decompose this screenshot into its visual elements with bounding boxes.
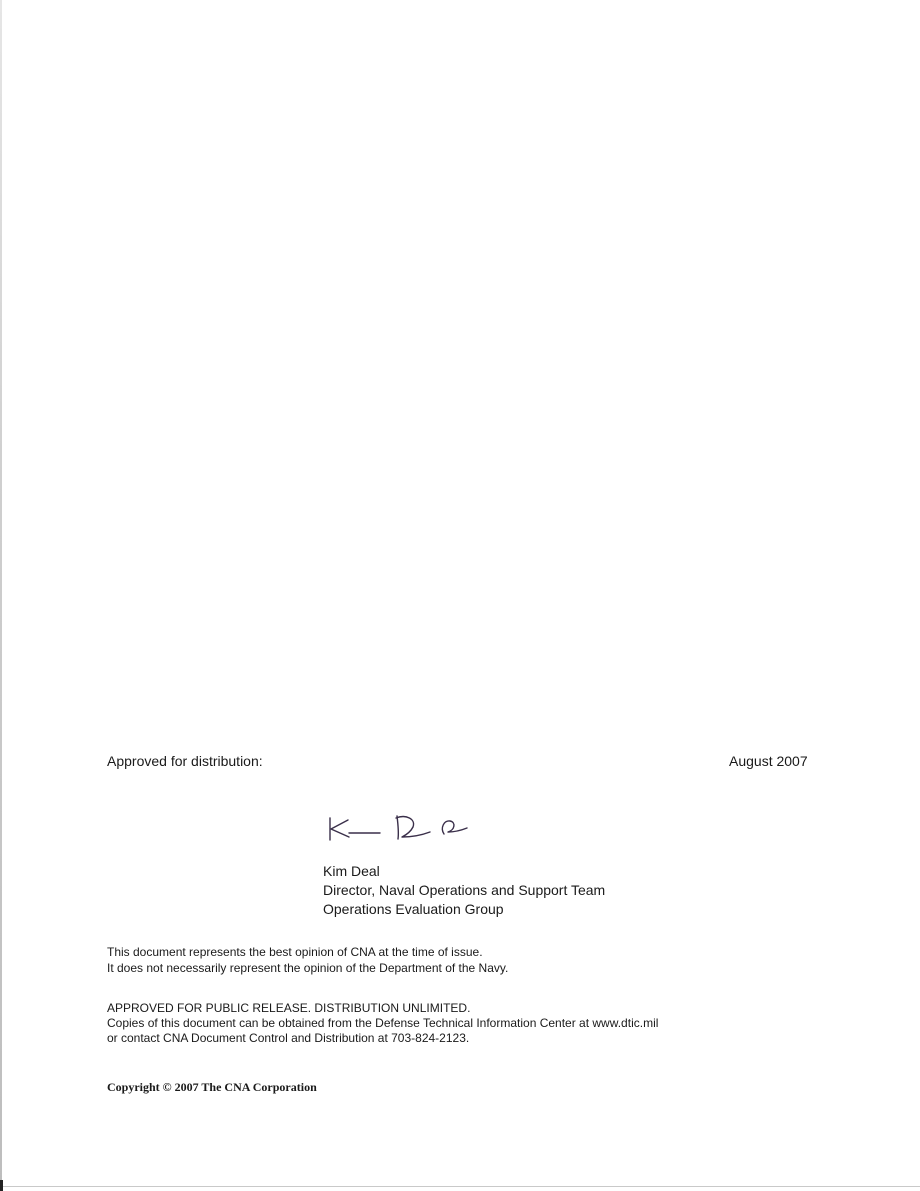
approval-date: August 2007 [729, 753, 808, 769]
scan-bottom-edge [0, 1186, 920, 1187]
approval-label: Approved for distribution: [107, 753, 263, 769]
signer-name: Kim Deal [323, 863, 380, 879]
signature-image [322, 806, 472, 846]
disclaimer-line-2: It does not necessarily represent the opinion of the Department of the Navy. [107, 961, 509, 975]
scan-left-edge [0, 0, 2, 1191]
disclaimer-block [107, 944, 508, 976]
disclaimer-line-1: This document represents the best opinion of CNA at the time of issue. [107, 945, 483, 959]
release-line-1: APPROVED FOR PUBLIC RELEASE. DISTRIBUTION UNLIMITED. [107, 1001, 471, 1015]
signer-block [323, 862, 605, 919]
copyright-notice: Copyright © 2007 The CNA Corporation [107, 1080, 317, 1094]
signer-group: Operations Evaluation Group [323, 901, 504, 917]
scan-corner-mark [0, 1180, 3, 1191]
signature-stroke-loop [442, 821, 467, 834]
release-line-2: Copies of this document can be obtained from the Defense Technical Information Center at www.dtic.mil [107, 1016, 659, 1030]
signer-title: Director, Naval Operations and Support Team [323, 882, 606, 898]
signature-stroke-d [396, 816, 430, 839]
signature-stroke-k-arms [331, 820, 349, 837]
release-block [107, 1001, 658, 1046]
release-line-3: or contact CNA Document Control and Distribution at 703-824-2123. [107, 1031, 470, 1045]
